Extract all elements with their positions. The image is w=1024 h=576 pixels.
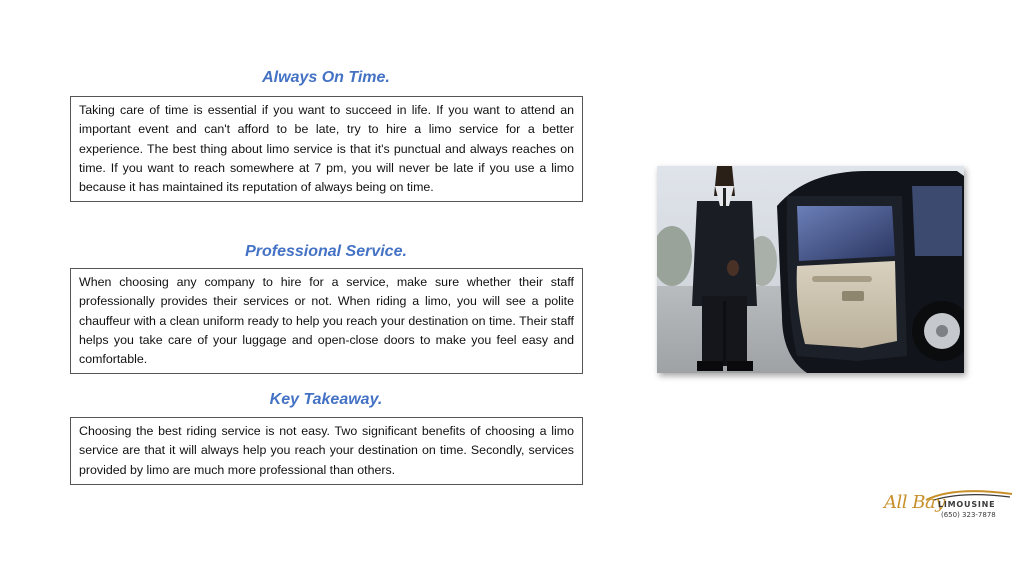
chauffeur-limo-photo — [657, 166, 964, 373]
all-bay-limousine-logo — [884, 486, 1014, 526]
section-heading-professional-service: Professional Service. — [245, 243, 407, 260]
section-text-professional-service: When choosing any company to hire for a service, make sure whether their staff professionally provides their services or not. When riding a limo, you will see a polite chauffeur with a clean uniform ready to help you reach your destination on time. Their staff helps you take care of your luggage and open-close doors to make you feel easy and comfortable. — [70, 268, 583, 374]
section-heading-key-takeaway: Key Takeaway. — [269, 391, 383, 408]
logo-phone-number: (650) 323-7878 — [941, 511, 996, 519]
section-text-key-takeaway: Choosing the best riding service is not easy. Two significant benefits of choosing a limo service are that it will always help you reach your destination on time. Secondly, services provided by limo are much more professional than others. — [70, 417, 583, 485]
logo-wordmark: LIMOUSINE — [938, 500, 996, 509]
logo-script-text: All Bay — [884, 492, 945, 513]
section-heading-always-on-time: Always On Time. — [262, 69, 390, 86]
section-text-always-on-time: Taking care of time is essential if you want to succeed in life. If you want to attend an important event and can't afford to be late, try to hire a limo service for a better experience. The best thing about limo service is that it's punctual and always reaches on time. If you want to reach somewhere at 7 pm, you will never be late if you use a limo because it has maintained its reputation of always being on time. — [70, 96, 583, 202]
